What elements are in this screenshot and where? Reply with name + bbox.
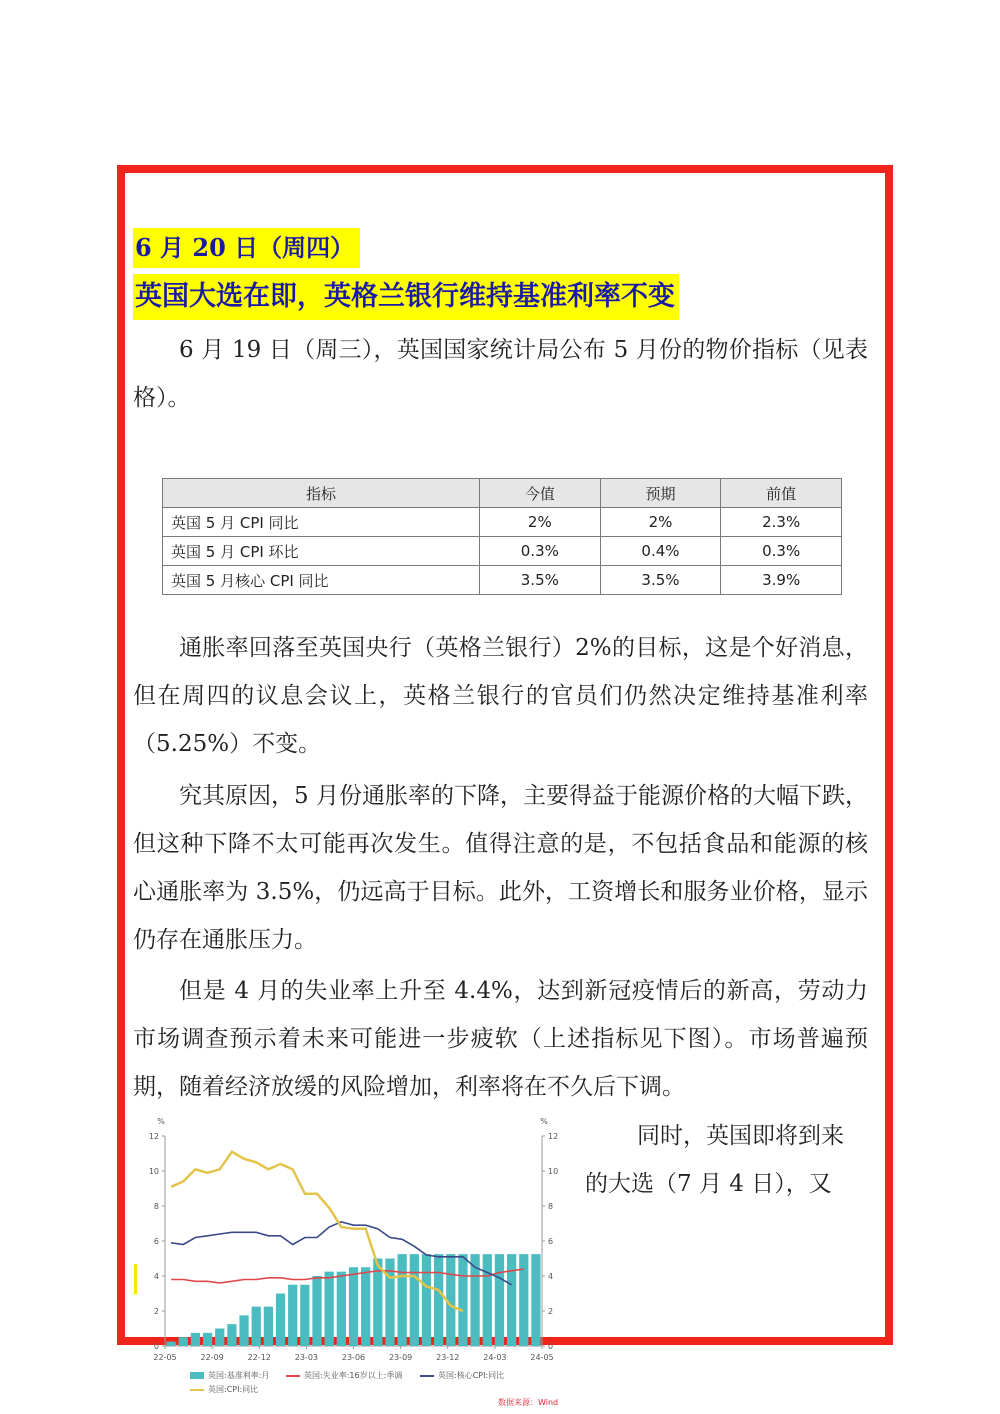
- x-tick-label: 23-03: [294, 1353, 318, 1362]
- bar: [325, 1272, 334, 1346]
- bar: [252, 1307, 261, 1346]
- table-cell: 0.3%: [480, 537, 601, 566]
- yellow-marker: [134, 1264, 137, 1294]
- table-header-cell: 指标: [163, 479, 480, 508]
- legend-label: 英国:失业率:16岁以上:季调: [304, 1371, 403, 1380]
- bar: [300, 1285, 309, 1346]
- table-cell: 2.3%: [721, 508, 842, 537]
- paragraph-1: 6 月 19 日（周三），英国国家统计局公布 5 月份的物价指标（见表格）。: [133, 337, 868, 411]
- bar: [519, 1254, 528, 1346]
- bar: [422, 1254, 431, 1346]
- y-tick-label-right: 12: [548, 1132, 559, 1141]
- y-tick-label-left: 2: [153, 1307, 159, 1316]
- x-tick-label: 24-03: [483, 1353, 507, 1362]
- paragraph-5-line-1: 同时，英国即将到来: [637, 1123, 844, 1149]
- bar: [361, 1267, 370, 1346]
- table-cell: 英国 5 月核心 CPI 同比: [163, 566, 480, 595]
- y-tick-label-right: 4: [548, 1272, 554, 1281]
- y-tick-label-left: 8: [153, 1202, 159, 1211]
- table-row: [163, 566, 842, 595]
- paragraph-3: 究其原因，5 月份通胀率的下降，主要得益于能源价格的大幅下跌，但这种下降不太可能再次发生。值得注意的是，不包括食品和能源的核心通胀率为 3.5%，仍远高于目标。此外，工资增长和服务业价格，显示仍存在通胀压力。: [133, 783, 868, 953]
- table-row: [163, 508, 842, 537]
- table-row: [163, 537, 842, 566]
- y-unit-left: %: [157, 1117, 165, 1126]
- legend-swatch: [190, 1389, 204, 1391]
- table-cell: 英国 5 月 CPI 同比: [163, 508, 480, 537]
- bar: [531, 1254, 540, 1346]
- y-tick-label-left: 6: [153, 1237, 159, 1246]
- y-tick-label-left: 0: [153, 1342, 159, 1351]
- bar: [410, 1254, 419, 1346]
- indicator-table: [162, 478, 842, 595]
- y-tick-label-right: 2: [548, 1307, 554, 1316]
- y-tick-label-right: 6: [548, 1237, 554, 1246]
- table-header-cell: 预期: [600, 479, 721, 508]
- bar: [312, 1276, 321, 1346]
- legend-swatch: [190, 1372, 204, 1379]
- bar: [349, 1267, 358, 1346]
- y-tick-label-right: 0: [548, 1342, 554, 1351]
- y-tick-label-left: 10: [148, 1167, 159, 1176]
- bar: [191, 1333, 200, 1346]
- bar: [398, 1254, 407, 1346]
- y-tick-label-left: 4: [153, 1272, 159, 1281]
- table-header-cell: 今值: [480, 479, 601, 508]
- paragraph-5-line-2: 的大选（7 月 4 日），又: [585, 1171, 832, 1197]
- bar: [239, 1315, 248, 1346]
- bar: [203, 1333, 212, 1346]
- table-cell: 2%: [600, 508, 721, 537]
- x-tick-label: 22-12: [247, 1353, 271, 1362]
- legend-item: [190, 1370, 269, 1381]
- legend-item: [286, 1370, 402, 1381]
- table-cell: 0.3%: [721, 537, 842, 566]
- legend-swatch: [286, 1375, 300, 1377]
- bar: [179, 1337, 188, 1346]
- x-tick-label: 23-09: [389, 1353, 413, 1362]
- bar: [288, 1285, 297, 1346]
- x-tick-label: 23-06: [341, 1353, 366, 1362]
- legend-item: [420, 1370, 504, 1381]
- bar: [264, 1307, 273, 1346]
- legend-label: 英国:核心CPI:同比: [438, 1371, 505, 1380]
- bar: [215, 1329, 224, 1347]
- table-cell: 2%: [480, 508, 601, 537]
- legend-label: 英国:基准利率:月: [208, 1371, 270, 1380]
- bar: [483, 1254, 492, 1346]
- bar: [276, 1294, 285, 1347]
- legend-label: 英国:CPI:同比: [208, 1385, 259, 1394]
- table-cell: 3.9%: [721, 566, 842, 595]
- article-headline: 英国大选在即，英格兰银行维持基准利率不变: [133, 274, 679, 320]
- paragraph-4: 但是 4 月的失业率上升至 4.4%，达到新冠疫情后的新高，劳动力市场调查预示着未来可能进一步疲软（上述指标见下图）。市场普遍预期，随着经济放缓的风险增加，利率将在不久后下调。: [133, 978, 868, 1100]
- paragraph-2: 通胀率回落至英国央行（英格兰银行）2%的目标，这是个好消息，但在周四的议息会议上，英格兰银行的官员们仍然决定维持基准利率（5.25%）不变。: [133, 635, 868, 757]
- y-tick-label-left: 12: [148, 1132, 159, 1141]
- bar: [337, 1272, 346, 1346]
- legend-item: [190, 1384, 258, 1395]
- x-tick-label: 22-05: [153, 1353, 177, 1362]
- bar: [507, 1254, 516, 1346]
- table-header-row: [163, 479, 842, 508]
- x-tick-label: 23-12: [436, 1353, 460, 1362]
- bar: [495, 1254, 504, 1346]
- y-tick-label-right: 8: [548, 1202, 554, 1211]
- legend-swatch: [420, 1375, 434, 1377]
- x-tick-label: 22-09: [200, 1353, 224, 1362]
- chart-source: 数据来源：Wind: [498, 1398, 559, 1407]
- bar: [227, 1324, 236, 1346]
- bar: [166, 1342, 175, 1346]
- y-tick-label-right: 10: [548, 1167, 559, 1176]
- article-date: 6 月 20 日（周四）: [133, 228, 360, 268]
- bar: [458, 1254, 467, 1346]
- table-cell: 英国 5 月 CPI 环比: [163, 537, 480, 566]
- table-cell: 3.5%: [600, 566, 721, 595]
- table-cell: 0.4%: [600, 537, 721, 566]
- y-unit-right: %: [540, 1117, 548, 1126]
- rates-chart: [140, 1112, 570, 1368]
- table-header-cell: 前值: [721, 479, 842, 508]
- x-tick-label: 24-05: [530, 1353, 554, 1362]
- table-cell: 3.5%: [480, 566, 601, 595]
- bar: [434, 1254, 443, 1346]
